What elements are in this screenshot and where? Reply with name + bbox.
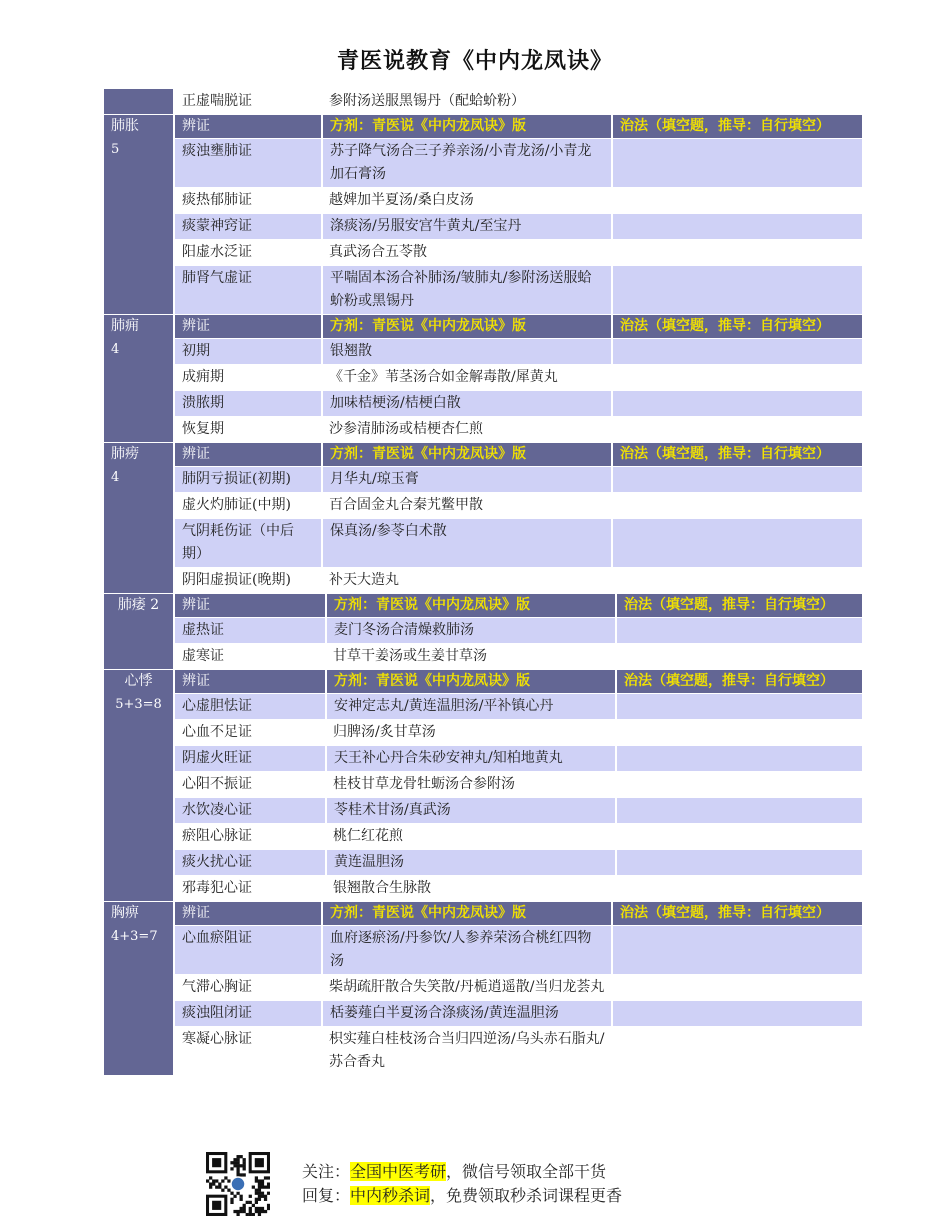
syndrome-cell: 肺肾气虚证	[174, 266, 322, 315]
method-cell	[616, 824, 862, 850]
method-cell	[612, 467, 862, 493]
header-row	[104, 115, 862, 139]
method-cell	[612, 188, 862, 214]
formula-cell: 补天大造丸	[322, 568, 612, 594]
table-row	[104, 467, 862, 493]
disease-cell	[104, 315, 174, 443]
table-row	[104, 694, 862, 720]
syndrome-cell: 虚火灼肺证(中期)	[174, 493, 322, 519]
table-row	[104, 214, 862, 240]
column-header-formula: 方剂：青医说《中内龙凤诀》版	[326, 594, 616, 618]
method-cell	[612, 240, 862, 266]
syndrome-count: 5	[111, 142, 120, 157]
disease-group	[104, 594, 862, 670]
column-header-formula: 方剂：青医说《中内龙凤诀》版	[326, 670, 616, 694]
syndrome-cell: 痰浊壅肺证	[174, 139, 322, 188]
syndrome-cell: 肺阴亏损证(初期)	[174, 467, 322, 493]
syndrome-cell: 水饮凌心证	[174, 798, 326, 824]
formula-cell: 甘草干姜汤或生姜甘草汤	[326, 644, 616, 670]
disease-name: 肺痿 2	[117, 597, 160, 613]
table-row	[104, 850, 862, 876]
column-header-syndrome: 辨证	[174, 443, 322, 467]
table-row	[104, 365, 862, 391]
formula-cell: 沙参清肺汤或桔梗杏仁煎	[322, 417, 612, 443]
formula-cell: 黄连温胆汤	[326, 850, 616, 876]
syndrome-cell: 正虚喘脱证	[174, 89, 322, 115]
method-cell	[612, 391, 862, 417]
syndrome-cell: 心血瘀阻证	[174, 926, 322, 975]
syndrome-count: 4+3=7	[111, 929, 158, 944]
column-header-method: 治法（填空题，推导：自行填空）	[612, 443, 862, 467]
method-cell	[616, 772, 862, 798]
table-row	[104, 139, 862, 188]
footer-text	[302, 1160, 622, 1208]
table-row	[104, 1027, 862, 1076]
table-row	[104, 89, 862, 115]
formula-cell: 安神定志丸/黄连温胆汤/平补镇心丹	[326, 694, 616, 720]
table-row	[104, 975, 862, 1001]
method-cell	[616, 618, 862, 644]
disease-cell	[104, 670, 174, 902]
table-row	[104, 926, 862, 975]
method-cell	[612, 926, 862, 975]
syndrome-cell: 痰蒙神窍证	[174, 214, 322, 240]
header-row	[104, 902, 862, 926]
syndrome-count: 5+3=8	[115, 697, 162, 712]
syndrome-cell: 虚寒证	[174, 644, 326, 670]
method-cell	[616, 876, 862, 902]
formula-cell: 月华丸/琼玉膏	[322, 467, 612, 493]
method-cell	[616, 746, 862, 772]
method-cell	[616, 798, 862, 824]
disease-name: 肺痈	[111, 318, 139, 334]
formula-cell: 归脾汤/炙甘草汤	[326, 720, 616, 746]
formula-cell: 越婢加半夏汤/桑白皮汤	[322, 188, 612, 214]
table-row	[104, 568, 862, 594]
disease-cell	[104, 115, 174, 315]
disease-group	[104, 315, 862, 443]
table-row	[104, 746, 862, 772]
table-row	[104, 644, 862, 670]
syndrome-cell: 寒凝心脉证	[174, 1027, 322, 1076]
disease-cell	[104, 89, 174, 115]
syndrome-cell: 气滞心胸证	[174, 975, 322, 1001]
syndrome-cell: 溃脓期	[174, 391, 322, 417]
method-cell	[612, 266, 862, 315]
formula-cell: 柴胡疏肝散合失笑散/丹栀逍遥散/当归龙荟丸	[322, 975, 612, 1001]
method-cell	[616, 850, 862, 876]
method-cell	[612, 493, 862, 519]
method-cell	[612, 519, 862, 568]
disease-group	[104, 443, 862, 594]
header-row	[104, 670, 862, 694]
column-header-syndrome: 辨证	[174, 315, 322, 339]
disease-group	[104, 902, 862, 1076]
column-header-formula: 方剂：青医说《中内龙凤诀》版	[322, 315, 612, 339]
formula-cell: 保真汤/参苓白术散	[322, 519, 612, 568]
formula-cell: 银翘散合生脉散	[326, 876, 616, 902]
formula-cell: 银翘散	[322, 339, 612, 365]
syndrome-count: 4	[111, 342, 120, 357]
disease-cell	[104, 902, 174, 1076]
disease-cell	[104, 443, 174, 594]
disease-name: 肺痨	[111, 446, 139, 462]
table-row	[104, 493, 862, 519]
footer	[206, 1152, 806, 1218]
footer-line-follow: 关注：全国中医考研，微信号领取全部干货	[302, 1162, 607, 1181]
table-row	[104, 417, 862, 443]
syndrome-cell: 邪毒犯心证	[174, 876, 326, 902]
method-cell	[612, 1027, 862, 1076]
table-row	[104, 266, 862, 315]
method-cell	[612, 1001, 862, 1027]
table-row	[104, 720, 862, 746]
method-cell	[612, 339, 862, 365]
syndrome-cell: 气阴耗伤证（中后期）	[174, 519, 322, 568]
syndrome-cell: 痰浊阻闭证	[174, 1001, 322, 1027]
disease-name: 心悸	[124, 673, 153, 689]
column-header-formula: 方剂：青医说《中内龙凤诀》版	[322, 115, 612, 139]
table-row	[104, 519, 862, 568]
syndrome-cell: 痰火扰心证	[174, 850, 326, 876]
highlight-account: 全国中医考研	[350, 1162, 447, 1181]
method-cell	[612, 139, 862, 188]
formula-cell: 苏子降气汤合三子养亲汤/小青龙汤/小青龙加石膏汤	[322, 139, 612, 188]
table-row	[104, 876, 862, 902]
column-header-formula: 方剂：青医说《中内龙凤诀》版	[322, 902, 612, 926]
formula-cell: 枳实薤白桂枝汤合当归四逆汤/乌头赤石脂丸/苏合香丸	[322, 1027, 612, 1076]
syndrome-cell: 初期	[174, 339, 322, 365]
column-header-method: 治法（填空题，推导：自行填空）	[612, 115, 862, 139]
column-header-syndrome: 辨证	[174, 670, 326, 694]
formula-cell: 麦门冬汤合清燥救肺汤	[326, 618, 616, 644]
method-cell	[612, 975, 862, 1001]
header-row	[104, 443, 862, 467]
column-header-syndrome: 辨证	[174, 902, 322, 926]
formula-cell: 平喘固本汤合补肺汤/皱肺丸/参附汤送服蛤蚧粉或黑锡丹	[322, 266, 612, 315]
table-row	[104, 339, 862, 365]
table-row	[104, 824, 862, 850]
column-header-syndrome: 辨证	[174, 594, 326, 618]
formula-cell: 真武汤合五苓散	[322, 240, 612, 266]
column-header-formula: 方剂：青医说《中内龙凤诀》版	[322, 443, 612, 467]
formula-cell: 涤痰汤/另服安宫牛黄丸/至宝丹	[322, 214, 612, 240]
column-header-method: 治法（填空题，推导：自行填空）	[616, 670, 862, 694]
table-row	[104, 618, 862, 644]
column-header-method: 治法（填空题，推导：自行填空）	[612, 315, 862, 339]
header-row	[104, 315, 862, 339]
syndrome-cell: 瘀阻心脉证	[174, 824, 326, 850]
disease-group	[104, 670, 862, 902]
column-header-method: 治法（填空题，推导：自行填空）	[616, 594, 862, 618]
formula-cell: 栝蒌薤白半夏汤合涤痰汤/黄连温胆汤	[322, 1001, 612, 1027]
method-cell	[616, 720, 862, 746]
formula-cell: 《千金》苇茎汤合如金解毒散/犀黄丸	[322, 365, 612, 391]
disease-name: 肺胀	[111, 118, 139, 134]
disease-group	[104, 115, 862, 315]
formula-cell: 百合固金丸合秦艽鳖甲散	[322, 493, 612, 519]
table-row	[104, 391, 862, 417]
formula-cell: 血府逐瘀汤/丹参饮/人参养荣汤合桃红四物汤	[322, 926, 612, 975]
formula-cell: 天王补心丹合朱砂安神丸/知柏地黄丸	[326, 746, 616, 772]
header-row	[104, 594, 862, 618]
formula-cell: 加味桔梗汤/桔梗白散	[322, 391, 612, 417]
formula-cell: 苓桂术甘汤/真武汤	[326, 798, 616, 824]
method-cell	[612, 89, 862, 115]
method-cell	[616, 644, 862, 670]
syndrome-cell: 心阳不振证	[174, 772, 326, 798]
formula-cell: 桃仁红花煎	[326, 824, 616, 850]
syndrome-count: 4	[111, 470, 120, 485]
syndrome-cell: 心血不足证	[174, 720, 326, 746]
syndrome-cell: 阳虚水泛证	[174, 240, 322, 266]
syndrome-cell: 恢复期	[174, 417, 322, 443]
syndrome-cell: 阴阳虚损证(晚期)	[174, 568, 322, 594]
qr-code-icon[interactable]	[206, 1152, 270, 1216]
method-cell	[612, 214, 862, 240]
method-cell	[616, 694, 862, 720]
table-row	[104, 240, 862, 266]
method-cell	[612, 568, 862, 594]
syndrome-cell: 虚热证	[174, 618, 326, 644]
syndrome-cell: 痰热郁肺证	[174, 188, 322, 214]
method-cell	[612, 417, 862, 443]
page-title: 青医说教育《中内龙凤诀》	[336, 49, 613, 74]
column-header-syndrome: 辨证	[174, 115, 322, 139]
disease-name: 胸痹	[111, 905, 139, 921]
syndrome-cell: 阴虚火旺证	[174, 746, 326, 772]
formula-cell: 桂枝甘草龙骨牡蛎汤合参附汤	[326, 772, 616, 798]
disease-group	[104, 89, 862, 115]
table-row	[104, 188, 862, 214]
formula-cell: 参附汤送服黑锡丹（配蛤蚧粉）	[322, 89, 612, 115]
highlight-keyword: 中内秒杀词	[350, 1186, 431, 1205]
table-row	[104, 772, 862, 798]
syndrome-cell: 心虚胆怯证	[174, 694, 326, 720]
formula-table	[104, 89, 862, 1076]
syndrome-cell: 成痈期	[174, 365, 322, 391]
column-header-method: 治法（填空题，推导：自行填空）	[612, 902, 862, 926]
footer-line-reply: 回复：中内秒杀词，免费领取秒杀词课程更香	[302, 1186, 623, 1205]
disease-cell	[104, 594, 174, 670]
table-row	[104, 798, 862, 824]
table-row	[104, 1001, 862, 1027]
method-cell	[612, 365, 862, 391]
